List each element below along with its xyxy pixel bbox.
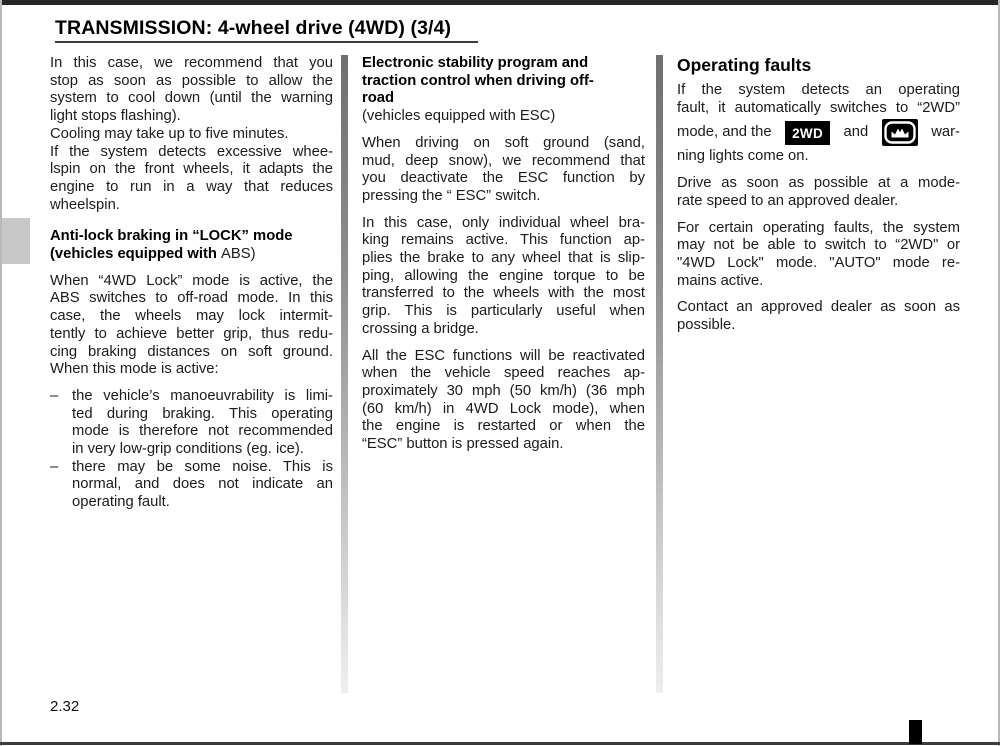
text-line: For certain operating faults, the system [677,219,960,236]
text-line: If the system detects excessive whee- [50,143,333,160]
text-line: case, the wheels may lock intermit- [50,308,333,325]
text-line: "4WD Lock" mode. "AUTO" mode re- [677,254,960,271]
paragraph [50,144,333,215]
text-line: All the ESC functions will be reactivated [362,347,645,364]
paragraph [362,348,645,454]
paragraph [362,135,645,206]
text-line: pressing the “ ESC” switch. [362,187,541,204]
text-line: in very low-grip conditions (eg. ice). [72,441,304,458]
text-line: lspin on the front wheels, it adapts the [50,161,333,178]
list-item [50,388,333,459]
text-line: king remains active. This function ap- [362,232,645,249]
text-line: may not be able to switch to “2WD" or [677,237,960,254]
electronic-fault-warning-icon [882,119,918,146]
text-line: If the system detects an operating [677,82,960,98]
page-number: 2.32 [50,698,80,715]
text-line: cing braking distances on soft ground. [50,343,333,360]
column-middle [362,55,645,463]
text-line: In this case, only individual wheel bra- [362,214,645,231]
list-item-text [72,459,333,512]
text-line: plies the brake to any wheel that is slip- [362,250,645,267]
text-line: crossing a bridge. [362,320,479,337]
text-line: When “4WD Lock” mode is active, the [50,272,333,289]
text-line: Electronic stability program and [362,55,589,71]
text-line: traction control when driving off- [362,72,594,89]
page-top-border [0,0,1000,5]
text-line: when the vehicle speed reaches ap- [362,365,645,382]
text-line: Contact an approved dealer as soon as [677,299,960,316]
section-heading-antilock [50,228,333,263]
paragraph [50,126,333,144]
text-line: “ESC” button is pressed again. [362,436,564,453]
paragraph [677,299,960,334]
title-underline [55,41,478,43]
list-item [50,459,333,512]
text-line: proximately 30 mph (50 km/h) (36 mph [362,382,645,399]
section-heading-esc [362,55,645,108]
text-line: (60 km/h) in 4WD Lock mode), when [362,400,645,417]
column-divider [341,55,348,693]
text-line: engine to run in a way that reduces [50,178,333,195]
warning-lights-line [677,117,960,148]
text-line: there may be some noise. This is [72,458,333,475]
section-tab-marker [2,218,30,264]
paragraph [362,215,645,339]
column-left [50,55,333,512]
text-line: transferred to the wheels with the most [362,285,645,302]
paragraph [50,55,333,126]
heading-line: (vehicles equipped with ABS) [50,246,256,263]
text-line: grip. This is particularly useful when [362,303,645,320]
text-line: mud, deep snow), we recommend that [362,152,645,169]
paragraph [50,273,333,379]
text-line: fault, it automatically switches to “2WD” [677,99,960,116]
bullet-list [50,388,333,512]
text-line: normal, and does not indicate an [72,476,333,493]
badge-line-text: mode, and the [677,124,772,141]
paragraph [677,82,960,117]
text-line: ted during braking. This operating [72,405,333,422]
text-line: system to cool down (until the warning [50,90,333,107]
text-line: tently to achieve better grip, thus redu- [50,325,333,342]
text-line: ABS switches to off-road mode. In this [50,290,333,307]
text-line: light stops flashing). [50,108,181,125]
text-line: Cooling may take up to five minutes. [50,125,289,142]
text-line: ping, allowing the engine torque to be [362,267,645,284]
text-line: possible. [677,317,736,334]
text-line: mode is therefore not recommended [72,423,333,440]
page-left-border [0,0,2,746]
column-divider [656,55,663,693]
bullet-dash: – [50,387,59,404]
page-corner-marker [909,720,922,744]
paragraph [677,220,960,291]
column-right [677,55,960,344]
badge-line-text: war- [931,124,960,141]
heading-line: Anti-lock braking in “LOCK” mode [50,228,293,245]
page-bottom-border [0,742,1000,745]
text-line: operating fault. [72,494,170,511]
section-heading-operating-faults: Operating faults [677,55,812,75]
text-line: wheelspin. [50,196,120,213]
text-line: you deactivate the ESC function by [362,170,645,187]
text-block [50,55,333,214]
badge-line-text: and [843,124,869,141]
bullet-dash: – [50,458,59,475]
text-line: the vehicle’s manoeuvrability is limi- [72,387,333,404]
page-title: TRANSMISSION: 4-wheel drive (4WD) (3/4) [55,17,452,39]
list-item-text [72,388,333,459]
text-line: ning lights come on. [677,148,809,165]
text-line: mains active. [677,272,764,289]
text-line: road [362,90,395,107]
paragraph [677,148,960,166]
text-line: stop as soon as possible to allow the [50,72,333,89]
text-line: When this mode is active: [50,361,219,378]
text-line: When driving on soft ground (sand, [362,134,645,151]
text-line: Drive as soon as possible at a mode- [677,175,960,192]
text-line: rate speed to an approved dealer. [677,192,899,209]
section-subheading: (vehicles equipped with ESC) [362,108,556,125]
spacer [362,126,645,135]
warning-light-2wd-badge: 2WD [785,121,830,146]
paragraph [677,175,960,210]
text-line: In this case, we recommend that you [50,55,333,71]
text-line: the engine is restarted or when the [362,418,645,435]
